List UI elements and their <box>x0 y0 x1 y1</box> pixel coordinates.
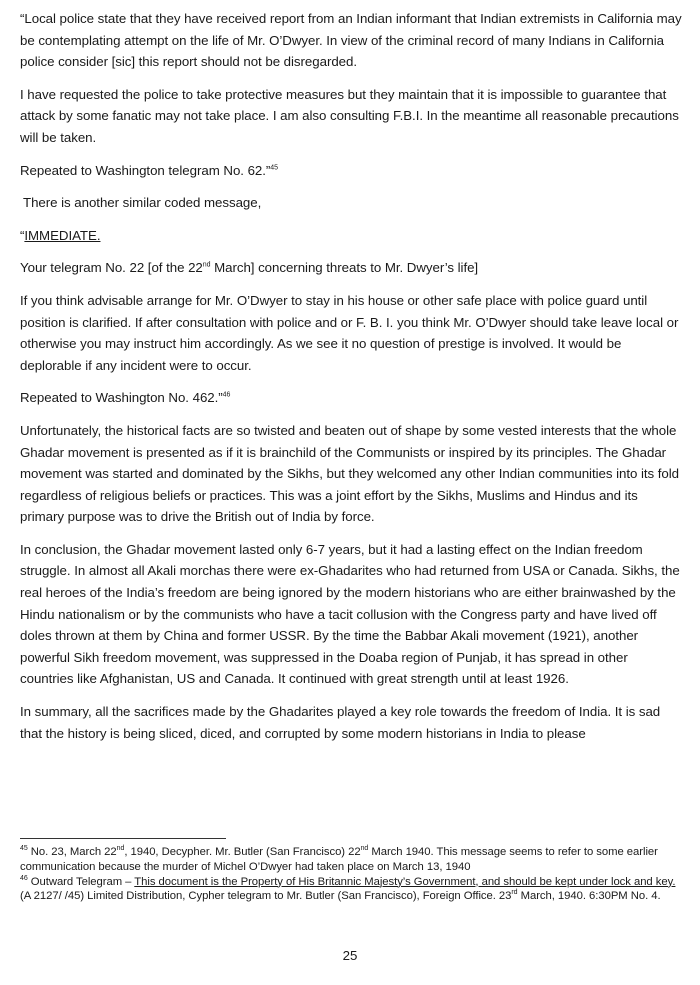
repeated-text-2: Repeated to Washington No. 462.” <box>20 390 223 406</box>
ordinal-sup: nd <box>360 845 369 853</box>
ordinal-sup: rd <box>511 889 518 897</box>
telegram-text-b: March] concerning threats to Mr. Dwyer’s life] <box>210 260 479 276</box>
footnote-text: Outward Telegram – <box>27 875 135 888</box>
paragraph-immediate <box>20 225 684 247</box>
paragraph-repeated-washington-462 <box>20 387 684 409</box>
footnote-divider <box>20 838 226 839</box>
repeated-text: Repeated to Washington telegram No. 62.” <box>20 162 271 178</box>
paragraph-in-conclusion: In conclusion, the Ghadar movement lasted only 6-7 years, but it had a lasting effect on the Indian freedom struggle. In almost all Akali morchas there were ex-Ghadarites who had returned from USA or Canada. Sikhs, the real heroes of the India’s freedom are being ignored by the modern historians who are either brainwashed by the Hindu nationalism or by the communists who have a tacit collusion with the Congress party and have lived off doles thrown at them by China and former USSR. By the time the Babbar Akali movement (1921), another powerful Sikh freedom movement, was suppressed in the Doaba region of Punjab, it has spread in other countries like Afghanistan, US and Canada. It continued with great strength until at least 1926. <box>20 541 680 687</box>
ordinal-sup: nd <box>202 261 211 269</box>
immediate-heading: IMMEDIATE. <box>24 227 101 243</box>
footnote-number: 45 <box>20 845 28 853</box>
footnotes-section <box>20 838 686 904</box>
footnote-text: , 1940, Decypher. Mr. Butler (San Francisco) 22 <box>124 846 361 858</box>
footnote-ref-46: 46 <box>222 391 231 399</box>
footnote-text: March, 1940. 6:30PM No. 4. <box>517 890 661 903</box>
paragraph-unfortunately: Unfortunately, the historical facts are so twisted and beaten out of shape by some vested interests that the whole Ghadar movement is presented as if it is brainchild of the Communists or inspired by its principles. The Ghadar movement was started and dominated by the Sikhs, but they welcomed any other Indian communities into its fold regardless of religious beliefs or practices. This was a joint effort by the Sikhs, Muslims and Hindus and its primary purpose was to drive the British out of India by force. <box>20 422 680 525</box>
telegram-text-a: Your telegram No. 22 [of the 22 <box>20 260 203 276</box>
paragraph-telegram-quote-2: I have requested the police to take protective measures but they maintain that it is impossible to guarantee that attack by some fanatic may not take place. I am also consulting F.B.I. In the meantime all reasonable precautions will be taken. <box>20 86 679 145</box>
page-number: 25 <box>342 948 358 963</box>
paragraph-your-telegram <box>20 257 684 279</box>
paragraph-repeated-washington-62 <box>20 160 684 182</box>
paragraph-advisable-arrange: If you think advisable arrange for Mr. O’Dwyer to stay in his house or other safe place with police guard until position is clarified. If after consultation with police and or F. B. I. you think Mr. O’Dwyer should take leave local or otherwise you may instruct him accordingly. As we see it no question of prestige is involved. It would be deplorable if any incident were to occur. <box>20 292 679 373</box>
footnote-number: 46 <box>20 874 28 882</box>
footnote-underlined-text: This document is the Property of His Britannic Majesty’s Government, and should be kept under lock and key. <box>134 875 676 888</box>
footnote-text: (A 2127/ /45) Limited Distribution, Cypher telegram to Mr. Butler (San Francisco), Foreign Office. 23 <box>20 890 512 903</box>
open-quote: “ <box>20 227 25 243</box>
paragraph-in-summary: In summary, all the sacrifices made by the Ghadarites played a key role towards the freedom of India. It is sad that the history is being sliced, diced, and corrupted by some modern historians in India to please <box>20 704 661 741</box>
paragraph-similar-message: There is another similar coded message, <box>23 195 262 211</box>
footnote-46 <box>20 875 686 905</box>
footnote-text: March 1940. This message seems to refer to some earlier communication because the murder of Michel O’Dwyer had taken place on March 13, 1940 <box>20 846 658 873</box>
footnote-ref-45: 45 <box>270 164 278 172</box>
footnote-text: No. 23, March 22 <box>27 846 117 858</box>
page-body <box>20 8 684 755</box>
ordinal-sup: nd <box>116 845 125 853</box>
footnote-45 <box>20 845 686 875</box>
paragraph-telegram-quote-1: “Local police state that they have received report from an Indian informant that Indian extremists in California may be contemplating attempt on the life of Mr. O’Dwyer. In view of the criminal record of many Indians in California police consider [sic] this report should not be disregarded. <box>20 11 682 70</box>
